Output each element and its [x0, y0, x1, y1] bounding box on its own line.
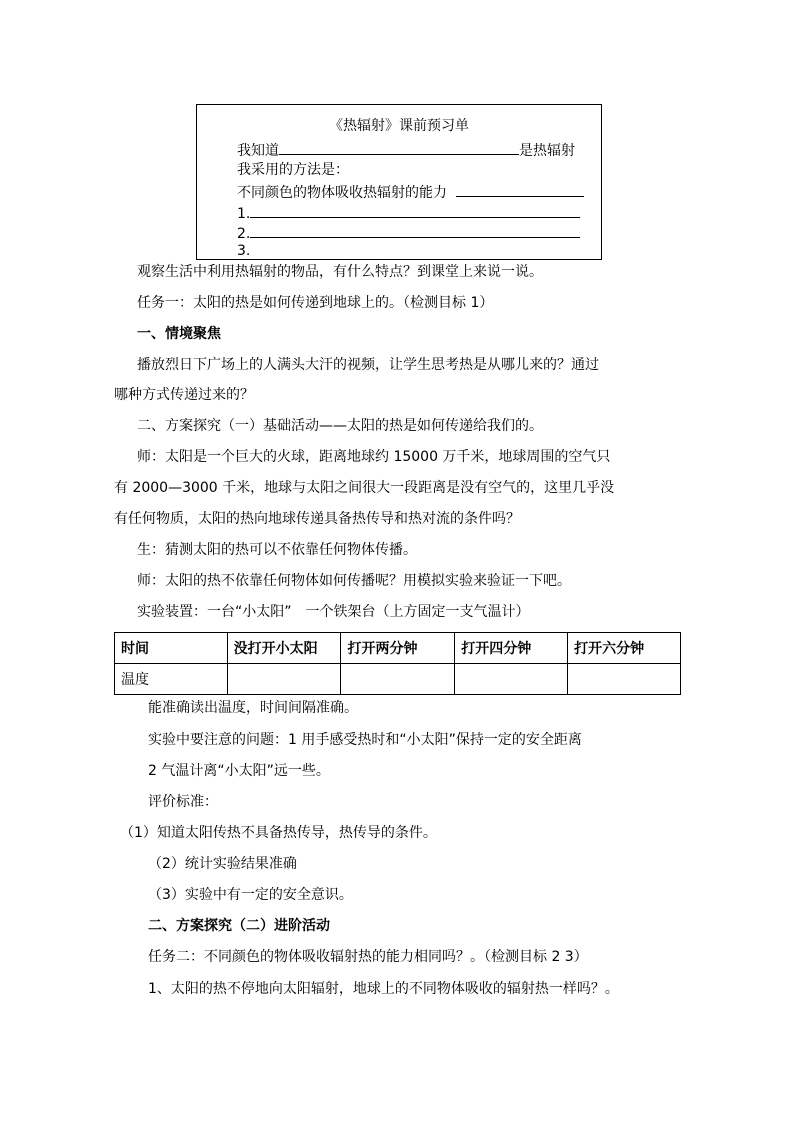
table-cell: 没打开小太阳: [227, 633, 341, 664]
task-one-heading: 任务一：太阳的热是如何传递到地球上的。（检测目标 1）: [137, 295, 494, 311]
paragraph: 生：猜测太阳的热可以不依靠任何物体传播。: [137, 542, 417, 558]
table-cell: 时间: [115, 633, 228, 664]
table-cell: 打开六分钟: [568, 633, 681, 664]
preview-item-3: [237, 242, 250, 260]
item-number: 1.: [237, 206, 251, 222]
preview-line-2: 我采用的方法是：: [237, 162, 349, 178]
table-cell: 温度: [115, 664, 228, 695]
item-number: 3.: [237, 243, 251, 259]
paragraph-continued: 有任何物质，太阳的热向地球传递具备热传导和热对流的条件吗？: [114, 511, 520, 527]
table-row: [115, 664, 681, 695]
paragraph: 播放烈日下广场上的人满头大汗的视频，让学生思考热是从哪儿来的？通过: [137, 357, 599, 373]
blank-line: [250, 223, 580, 238]
paragraph: 1、太阳的热不停地向太阳辐射，地球上的不同物体吸收的辐射热一样吗？。: [148, 981, 619, 997]
preview-title: 《热辐射》课前预习单: [329, 118, 469, 134]
table-cell: 打开两分钟: [341, 633, 455, 664]
preview-worksheet-box: [196, 104, 602, 260]
preview-item-2: [237, 223, 580, 243]
section-heading: 二、方案探究（一）基础活动——太阳的热是如何传递给我们的。: [137, 418, 543, 434]
table-cell: [341, 664, 455, 695]
task-two-heading: 任务二：不同颜色的物体吸收辐射热的能力相同吗？。（检测目标 2 3）: [148, 949, 588, 965]
preview-line-1-prefix: 我知道: [237, 143, 279, 159]
experiment-table: [114, 632, 681, 695]
criteria-item: （2）统计实验结果准确: [148, 856, 297, 872]
paragraph: 能准确读出温度，时间间隔准确。: [148, 700, 358, 716]
table-row: [115, 633, 681, 664]
paragraph: 实验装置：一台“小太阳” 一个铁架台（上方固定一支气温计）: [137, 604, 530, 620]
blank-line: [279, 140, 519, 155]
paragraph: 评价标准：: [148, 794, 218, 810]
preview-line-1-suffix: 是热辐射: [519, 143, 575, 159]
blank-line: [250, 203, 580, 218]
table-cell: 打开四分钟: [455, 633, 568, 664]
paragraph-continued: 哪种方式传递过来的？: [114, 387, 254, 403]
section-heading: 一、情境聚焦: [137, 326, 221, 342]
paragraph: 师：太阳的热不依靠任何物体如何传播呢？用模拟实验来验证一下吧。: [137, 573, 571, 589]
criteria-item: （3）实验中有一定的安全意识。: [148, 887, 353, 903]
section-heading: 二、方案探究（二）进阶活动: [148, 918, 330, 934]
blank-line: [456, 182, 584, 197]
table-cell: [227, 664, 341, 695]
table-cell: [455, 664, 568, 695]
paragraph: 观察生活中利用热辐射的物品，有什么特点？到课堂上来说一说。: [137, 264, 543, 280]
paragraph: 师：太阳是一个巨大的火球，距离地球约 15000 万千米，地球周围的空气只: [137, 449, 611, 465]
item-number: 2.: [237, 226, 251, 242]
paragraph: 2 气温计离“小太阳”远一些。: [148, 763, 330, 779]
preview-item-1: [237, 203, 580, 223]
preview-line-3-text: 不同颜色的物体吸收热辐射的能力: [237, 185, 447, 201]
paragraph-continued: 有 2000—3000 千米，地球与太阳之间很大一段距离是没有空气的，这里几乎没: [114, 480, 615, 496]
preview-line-3: [237, 182, 584, 202]
preview-line-1: [237, 140, 575, 160]
paragraph: 实验中要注意的问题：1 用手感受热时和“小太阳”保持一定的安全距离: [148, 732, 582, 748]
criteria-item: （1）知道太阳传热不具备热传导，热传导的条件。: [120, 825, 437, 841]
table-cell: [568, 664, 681, 695]
